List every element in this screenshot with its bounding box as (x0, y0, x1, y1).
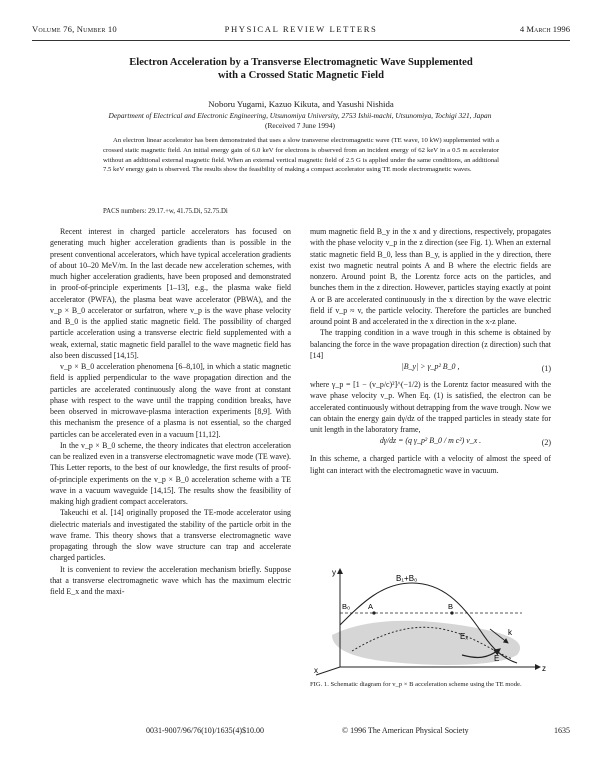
paragraph-mechanism-start: It is convenient to review the acceleration mechanism briefly. Suppose that a transverse electromagnetic wave which has the maximum electric field E_x and the maxi- (50, 564, 291, 596)
label-z: z (542, 664, 546, 673)
neutral-point-a (372, 611, 375, 614)
paragraph-vacuum: In this scheme, a charged particle with a velocity of almost the speed of light can interact with the electromagnetic wave in vacuum. (310, 454, 551, 475)
paragraph-vpxb0-phenomena: v_p × B_0 acceleration phenomena [6–8,10], in which a static magnetic field is applied perpendicular to the wave propagation direction and the particles are accelerated continuously along the wave front at constant phase with respect to the wave until the trapping condition breaks, have been observed in microwave-plasma interaction experiments [8,9]. With this mechanism the presence of a plasma is not essential, so the charged particles can be accelerated even in a vacuum [11,12]. (50, 362, 291, 439)
label-a: A (368, 602, 374, 611)
paragraph-lorentz: where γ_p = [1 − (v_p/c)²]^(−1/2) is the Lorentz factor measured with the wave phase velocity v_p. When Eq. (1) is satisfied, the electron can be accelerated continuously without detrapping from the wave trough. Now we can obtain the energy gain dγ/dz of the trapped particles in steady state for unit length in the laboratory frame, (310, 380, 551, 434)
equation-1-number: (1) (541, 364, 551, 373)
label-b: B (448, 602, 454, 611)
equation-1-body: |B_y| > γ_p² B_0 , (401, 362, 460, 371)
equation-2 (310, 435, 551, 453)
running-header (32, 24, 570, 38)
journal-name: PHYSICAL REVIEW LETTERS (224, 24, 378, 34)
page-number: 1635 (554, 726, 570, 735)
equation-2-body: dγ/dz = (q γ_p² B_0 / m c²) v_x . (379, 436, 482, 446)
affiliation: Department of Electrical and Electronic Engineering, Utsunomiya University, 2753 Ishii-machi, Utsunomiya, Tochigi 321, Japan (108, 111, 492, 120)
title-line-2: with a Crossed Static Magnetic Field (217, 70, 385, 81)
received-date: (Received 7 June 1994) (265, 121, 335, 130)
abstract: An electron linear accelerator has been demonstrated that uses a slow transverse electromagnetic wave (TE wave, 10 kW) supplemented with a crossed static magnetic field. An initial energy gain of 6.0 keV for electrons is observed from an incident energy of 62 keV in a 0.5 m accelerator without an additional external magnetic field. When an external vertical magnetic field of 2.5 G is applied under the same conditions, an additional 7.5 keV energy gain is observed. The results show the feasibility of making a compact accelerator using TE mode electromagnetic waves. (103, 137, 499, 174)
header-rule (32, 40, 570, 41)
copyright-notice: © 1996 The American Physical Society (342, 726, 469, 735)
title-line-1: Electron Acceleration by a Transverse Electromagnetic Wave Supplemented (129, 57, 473, 68)
paper-title (60, 56, 542, 82)
author-list: Noboru Yugami, Kazuo Kikuta, and Yasushi Nishida (208, 99, 394, 109)
equation-1 (310, 361, 551, 379)
acceleration-region (332, 621, 520, 665)
label-y: y (332, 568, 336, 577)
figure-1-diagram (312, 563, 552, 677)
page-footer (32, 726, 570, 738)
label-by-plus-b0: B₁+B₀ (396, 574, 418, 583)
paragraph-vpxb0-scheme: In the v_p × B_0 scheme, the theory indicates that electron acceleration can be realized even in a transverse electromagnetic wave mode (TE wave). This Letter reports, to the best of our knowledge, the first results of proof-of-principle experiments on the v_p × B_0 acceleration scheme with a TE wave in a vacuum waveguide [14,15]. The results show the feasibility of making high gradient compact accelerators. (50, 440, 291, 506)
label-b0: B₀ (342, 602, 351, 611)
paragraph-takeuchi: Takeuchi et al. [14] originally proposed the TE-mode accelerator using dielectric materials and investigated the stability of the particle orbit in the wave frame. This theory shows that a transverse electromagnetic wave propagating through the slow wave structure can trap and accelerate charged particles. (50, 508, 291, 563)
body-column-right (310, 226, 551, 476)
body-column-left (50, 226, 291, 597)
label-k: k (508, 628, 512, 637)
issue-date: 4 March 1996 (519, 24, 570, 34)
x-axis (316, 667, 340, 675)
paragraph-mechanism-cont: mum magnetic field B_y in the x and y directions, respectively, propagates with the phase velocity v_p in the z direction (see Fig. 1). When an external static magnetic field B_0, less than B_y, is applied in the y direction, there exist two magnetic neutral points A and B where the electric fields are nonzero. Around point B, the Lorentz force acts on the particles, and bunches them in the z direction. However, particles staying exactly at point A or B are accelerated continuously in the x direction by the wave electric field if v_p ≈ v, the particle velocity. Therefore the particles are bunched around point B and accelerated in the x direction in the x-z plane. (310, 227, 551, 326)
paragraph-intro: Recent interest in charged particle accelerators has focused on generating much higher acceleration gradients than is possible in the present conventional accelerators, which have typical acceleration gradients of about 10–20 MeV/m. In the last decade new acceleration schemes, with much higher acceleration gradients, have been proposed and demonstrated in proof-of-principle experiments [1–13], e.g., the plasma wake field accelerator (PWFA), the plasma beat wave accelerator (PBWA), and the v_p × B_0 accelerator or surfatron, where v_p is the wave phase velocity and B_0 is the applied static magnetic field. The possibility of charged particle acceleration using a transverse electric field supplemented with a weak, external, static magnetic field parallel to the wave magnetic field has also been discussed [14,15]. (50, 227, 291, 360)
label-ex: Eₓ (460, 632, 468, 641)
label-e: E (494, 654, 500, 663)
figure-1-caption: FIG. 1. Schematic diagram for v_p × B acceleration scheme using the TE mode. (310, 681, 522, 688)
volume-number: Volume 76, Number 10 (32, 24, 117, 34)
article-code: 0031-9007/96/76(10)/1635(4)$10.00 (146, 726, 264, 735)
paragraph-trapping: The trapping condition in a wave trough in this scheme is obtained by balancing the force in the wave propagation direction (z direction) such that [14] (310, 328, 551, 360)
neutral-point-b (450, 611, 453, 614)
label-x: x (314, 666, 318, 675)
pacs-numbers: PACS numbers: 29.17.+w, 41.75.Di, 52.75.Di (103, 208, 228, 215)
equation-2-number: (2) (541, 438, 551, 448)
